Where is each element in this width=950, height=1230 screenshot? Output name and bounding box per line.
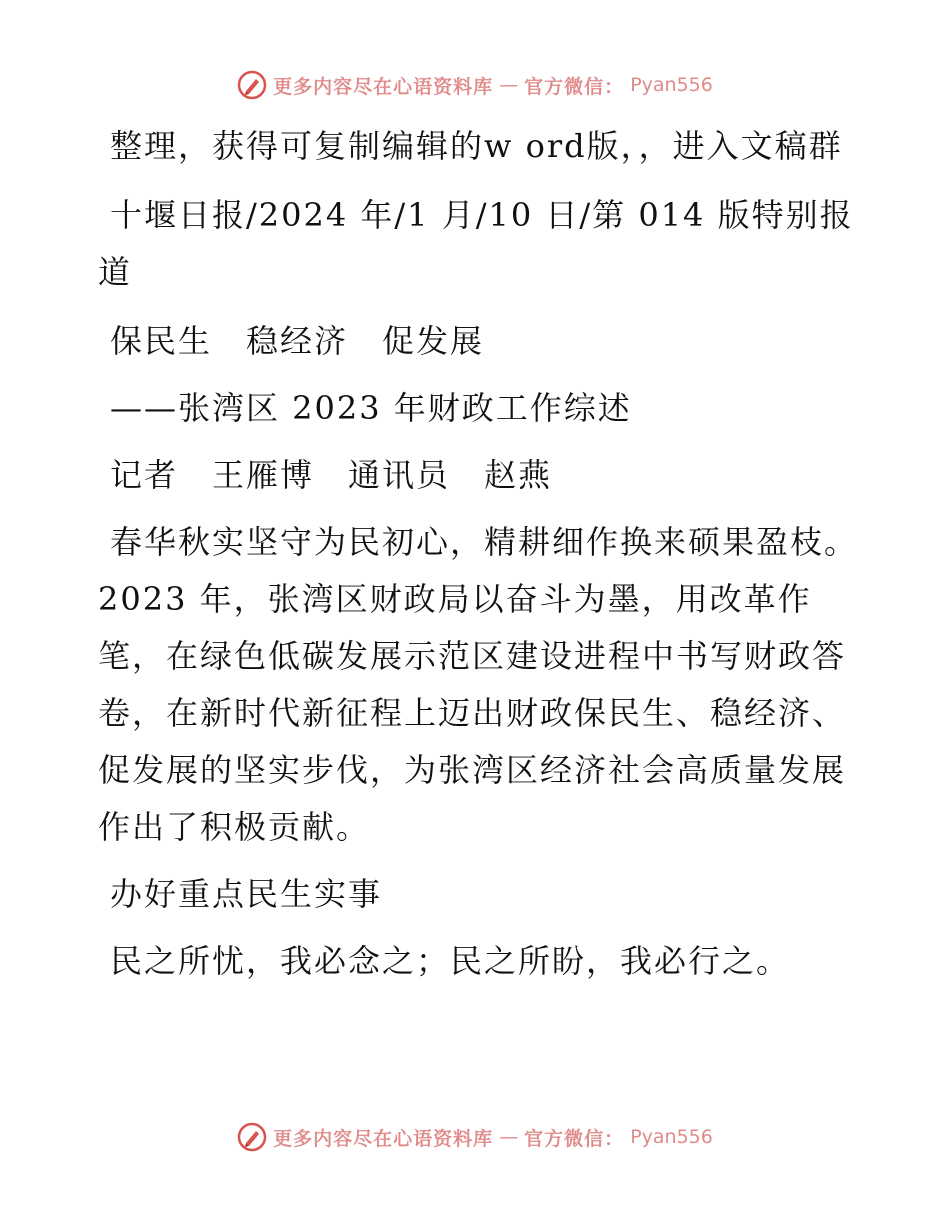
article-subtitle: ——张湾区 2023 年财政工作综述 (110, 389, 632, 427)
lead-paragraph: 春华秋实坚守为民初心，精耕细作换来硕果盈枝。2023 年，张湾区财政局以奋斗为墨，用改革作笔，在绿色低碳发展示范区建设进程中书写财政答卷，在新时代新征程上迈出财政保民生、稳经济、促发展的坚实步伐，为张湾区经济社会高质量发展作出了积极贡献。 (98, 523, 859, 846)
watermark-label: 官方微信： (524, 1127, 625, 1150)
watermark-separator: — (499, 1126, 519, 1148)
intro-paragraph: 整理，获得可复制编辑的w ord版，，进入文稿群 (110, 127, 843, 165)
watermark-brand: 更多内容尽在心语资料库 (273, 1127, 494, 1150)
watermark-account: Pyan556 (630, 1126, 713, 1148)
section-heading: 办好重点民生实事 (110, 875, 383, 913)
document-body (98, 118, 858, 990)
watermark-account: Pyan556 (630, 74, 713, 96)
watermark-label: 官方微信： (524, 75, 625, 98)
pen-logo-icon (237, 1122, 267, 1152)
pen-logo-icon (237, 70, 267, 100)
byline: 记者 王雁博 通讯员 赵燕 (110, 456, 553, 494)
body-paragraph: 民之所忧，我必念之；民之所盼，我必行之。 (110, 942, 791, 980)
article-title: 保民生 稳经济 促发展 (110, 322, 485, 360)
watermark-separator: — (499, 74, 519, 96)
header-watermark (0, 70, 950, 100)
footer-watermark (0, 1122, 950, 1152)
source-line: 十堰日报/2024 年/1 月/10 日/第 014 版特别报道 (98, 196, 854, 291)
watermark-brand: 更多内容尽在心语资料库 (273, 75, 494, 98)
